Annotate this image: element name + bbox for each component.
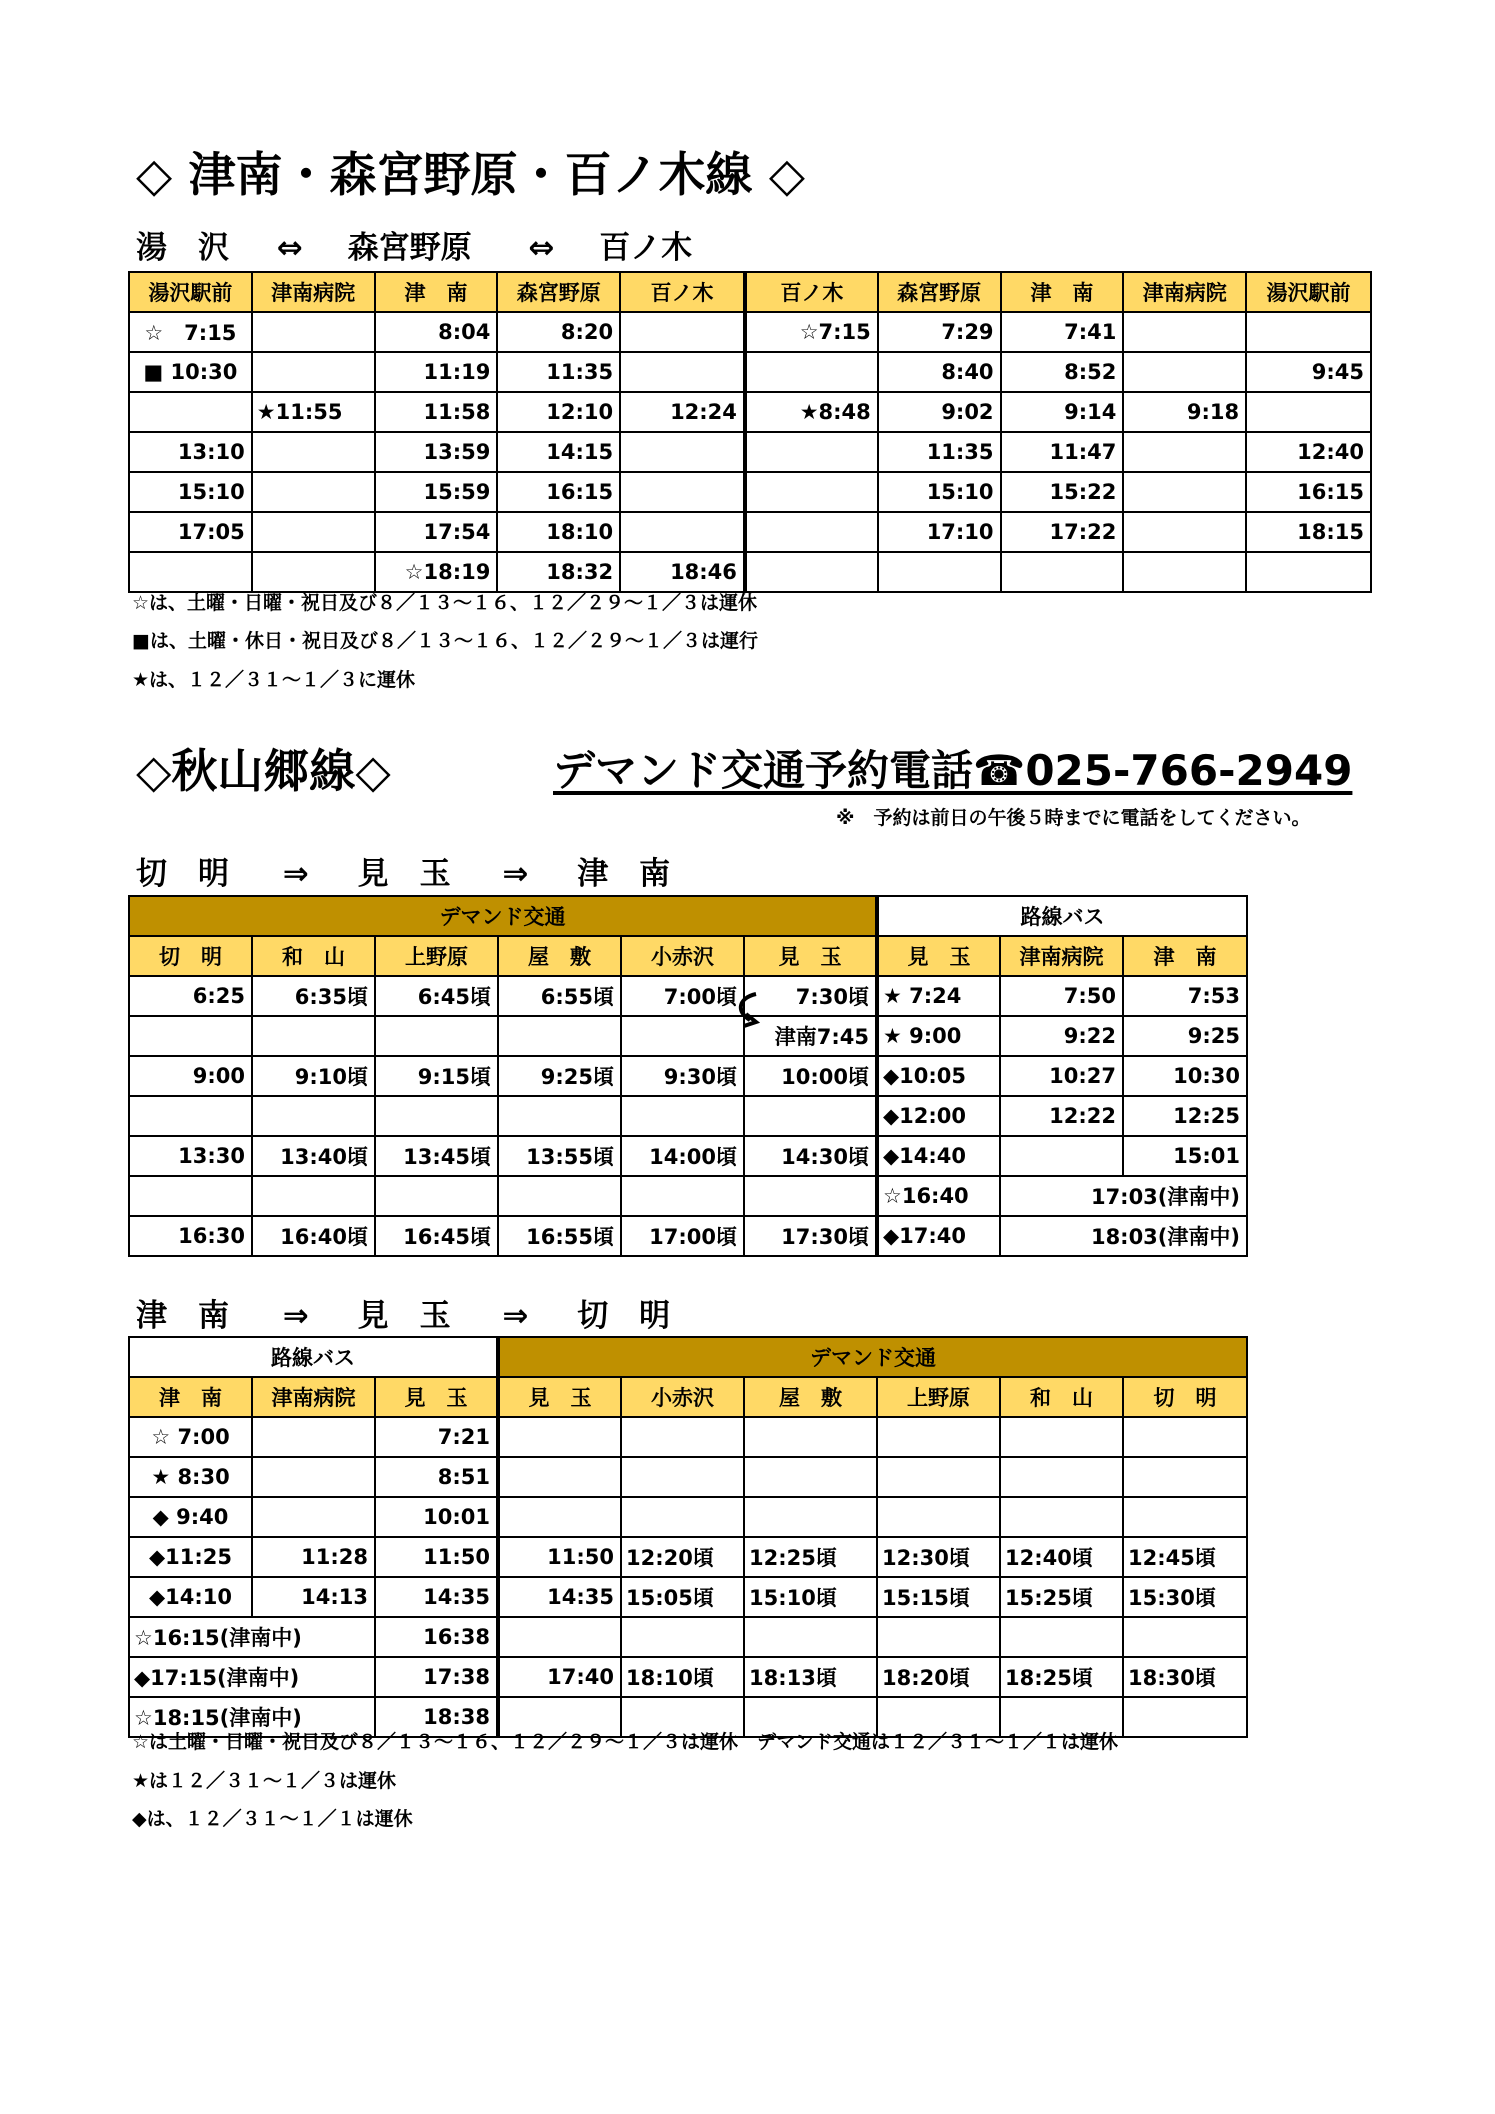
column-header: 津南病院 <box>1000 936 1123 976</box>
column-header: 小赤沢 <box>621 1377 744 1417</box>
table-cell: ☆16:15(津南中) <box>129 1617 375 1657</box>
table-cell <box>1123 312 1246 352</box>
table-cell: 18:10 <box>497 512 620 552</box>
table-cell: 9:45 <box>1246 352 1371 392</box>
table-cell <box>1123 1617 1247 1657</box>
table-cell: 8:40 <box>878 352 1001 392</box>
table-cell: 12:22 <box>1000 1096 1123 1136</box>
table-cell: 16:45頃 <box>375 1216 498 1256</box>
header-row <box>129 272 1371 312</box>
table-cell <box>620 512 745 552</box>
table-cell: 9:15頃 <box>375 1056 498 1096</box>
table-row <box>129 1457 1247 1497</box>
table-cell: 7:21 <box>375 1417 498 1457</box>
table-cell <box>129 552 252 592</box>
table-cell: 6:45頃 <box>375 976 498 1016</box>
table-cell: ◆ 9:40 <box>129 1497 252 1537</box>
table-row <box>129 1577 1247 1617</box>
column-header: 小赤沢 <box>621 936 744 976</box>
table-cell <box>620 352 745 392</box>
table-row <box>129 976 1247 1016</box>
table-cell: 18:38 <box>375 1697 498 1737</box>
table-cell <box>498 1497 621 1537</box>
table-cell: 9:25頃 <box>498 1056 621 1096</box>
route-stop: 見 玉 <box>357 856 451 892</box>
column-header: 湯沢駅前 <box>1246 272 1371 312</box>
table-cell: 11:50 <box>375 1537 498 1577</box>
table-cell: 14:35 <box>375 1577 498 1617</box>
table-cell <box>745 432 878 472</box>
table-cell: 17:38 <box>375 1657 498 1697</box>
column-header: 切 明 <box>129 936 252 976</box>
table-cell: 18:03(津南中) <box>1000 1216 1247 1256</box>
table-cell <box>1123 1497 1247 1537</box>
table-cell <box>252 552 375 592</box>
table-cell <box>745 352 878 392</box>
table-cell: 15:30頃 <box>1123 1577 1247 1617</box>
demand-phone: デマンド交通予約電話☎025-766-2949 <box>553 746 1353 795</box>
table-cell: 7:50 <box>1000 976 1123 1016</box>
table-cell <box>252 1457 375 1497</box>
column-header: 津南病院 <box>252 272 375 312</box>
table-cell: 16:15 <box>1246 472 1371 512</box>
route-arrow: ⇒ <box>282 1298 309 1334</box>
table-cell <box>1123 472 1246 512</box>
table-cell <box>744 1176 877 1216</box>
note-3: ★は、１２／３１～１／３に運休 <box>132 669 416 691</box>
table-cell <box>621 1176 744 1216</box>
column-header: 見 玉 <box>877 936 1000 976</box>
table-cell <box>1000 1136 1123 1176</box>
column-header: 津 南 <box>375 272 498 312</box>
table-cell: 12:30頃 <box>877 1537 1000 1577</box>
table-cell: 15:10頃 <box>744 1577 877 1617</box>
column-header: 見 玉 <box>375 1377 498 1417</box>
table-cell <box>1123 512 1246 552</box>
route-stop: 見 玉 <box>357 1298 451 1334</box>
column-header: 切 明 <box>1123 1377 1247 1417</box>
table-cell: 8:04 <box>375 312 498 352</box>
table-cell: 17:54 <box>375 512 498 552</box>
table-cell: ☆ 7:15 <box>129 312 252 352</box>
table-cell <box>498 1096 621 1136</box>
table-cell <box>1000 1497 1123 1537</box>
table-cell: ☆7:15 <box>745 312 878 352</box>
table-row <box>129 1056 1247 1096</box>
table-row <box>129 1176 1247 1216</box>
table-cell: 13:59 <box>375 432 498 472</box>
table-cell: ★ 9:00 <box>877 1016 1000 1056</box>
table-cell <box>252 512 375 552</box>
table-cell: 15:05頃 <box>621 1577 744 1617</box>
table-cell: ☆18:19 <box>375 552 498 592</box>
table-cell: 12:20頃 <box>621 1537 744 1577</box>
table-cell <box>498 1016 621 1056</box>
table-cell: 13:30 <box>129 1136 252 1176</box>
table-cell: 18:25頃 <box>1000 1657 1123 1697</box>
table-row <box>129 1617 1247 1657</box>
table-row <box>129 1016 1247 1056</box>
table-cell: ■ 10:30 <box>129 352 252 392</box>
table-cell: 15:01 <box>1123 1136 1247 1176</box>
table-cell: 12:45頃 <box>1123 1537 1247 1577</box>
table-cell: 14:15 <box>497 432 620 472</box>
table-cell <box>744 1497 877 1537</box>
table-cell: ◆11:25 <box>129 1537 252 1577</box>
table-cell: 12:10 <box>497 392 620 432</box>
table-cell: 15:25頃 <box>1000 1577 1123 1617</box>
table-cell: 15:22 <box>1001 472 1124 512</box>
table-cell: 18:13頃 <box>744 1657 877 1697</box>
table-cell: 15:10 <box>878 472 1001 512</box>
note-2: ■は、土曜・休日・祝日及び８／１３～１６、１２／２９～１／３は運行 <box>132 630 758 652</box>
table-cell: 15:10 <box>129 472 252 512</box>
note-6: ◆は、１２／３１～１／１は運休 <box>132 1808 413 1830</box>
column-header: 上野原 <box>375 936 498 976</box>
route-stop: 湯 沢 <box>136 230 229 266</box>
table-cell <box>252 432 375 472</box>
table-cell: 12:25頃 <box>744 1537 877 1577</box>
table-row <box>129 1216 1247 1256</box>
table-cell <box>877 1497 1000 1537</box>
table-row <box>129 432 1371 472</box>
table-cell: ★11:55 <box>252 392 375 432</box>
column-header: 百ノ木 <box>745 272 878 312</box>
column-header: 津 南 <box>129 1377 252 1417</box>
table-row <box>129 352 1371 392</box>
table-cell: 17:05 <box>129 512 252 552</box>
table-cell: 7:00頃 <box>621 976 744 1016</box>
table-cell: 14:30頃 <box>744 1136 877 1176</box>
akiyama-title: ◇秋山郷線◇ <box>136 744 391 798</box>
header-row <box>129 1377 1247 1417</box>
table-cell <box>1123 1457 1247 1497</box>
table-cell: 8:51 <box>375 1457 498 1497</box>
table-cell <box>1246 312 1371 352</box>
table-cell: 6:25 <box>129 976 252 1016</box>
table-cell <box>1123 1417 1247 1457</box>
table-cell: 18:10頃 <box>621 1657 744 1697</box>
table-cell: ◆17:15(津南中) <box>129 1657 375 1697</box>
table-row <box>129 1417 1247 1457</box>
table-cell: 18:15 <box>1246 512 1371 552</box>
table-cell: 18:20頃 <box>877 1657 1000 1697</box>
curved-arrow-icon <box>732 990 766 1030</box>
demand-band-label: デマンド交通 <box>129 896 877 936</box>
table-cell <box>252 312 375 352</box>
table-cell <box>129 1096 252 1136</box>
table-cell: 18:30頃 <box>1123 1657 1247 1697</box>
table-cell: 15:59 <box>375 472 498 512</box>
table-cell: 15:15頃 <box>877 1577 1000 1617</box>
route-heading-3 <box>136 1290 670 1335</box>
table-cell: 12:24 <box>620 392 745 432</box>
route-arrow: ⇔ <box>528 230 555 266</box>
route-arrow: ⇒ <box>502 856 529 892</box>
tsunan-kirake-timetable <box>128 1336 1248 1738</box>
band-row <box>129 896 1247 936</box>
table-cell <box>1001 552 1124 592</box>
table-cell <box>129 1176 252 1216</box>
table-row <box>129 1537 1247 1577</box>
bus-band-label: 路線バス <box>129 1337 498 1377</box>
table-cell: 14:13 <box>252 1577 375 1617</box>
table-cell: 17:10 <box>878 512 1001 552</box>
table-cell: 17:22 <box>1001 512 1124 552</box>
table-cell: 12:25 <box>1123 1096 1247 1136</box>
table-cell <box>745 472 878 512</box>
table-cell: 17:00頃 <box>621 1216 744 1256</box>
table-cell: 9:00 <box>129 1056 252 1096</box>
table-cell <box>744 1417 877 1457</box>
table-cell <box>375 1016 498 1056</box>
header-row <box>129 936 1247 976</box>
table-cell: 11:35 <box>497 352 620 392</box>
table-cell: 16:30 <box>129 1216 252 1256</box>
table-cell <box>621 1096 744 1136</box>
table-cell <box>620 312 745 352</box>
column-header: 和 山 <box>252 936 375 976</box>
table-cell: 8:52 <box>1001 352 1124 392</box>
table-cell: 9:14 <box>1001 392 1124 432</box>
table-cell <box>745 512 878 552</box>
table-cell: 16:15 <box>497 472 620 512</box>
table-cell: 11:35 <box>878 432 1001 472</box>
column-header: 森宮野原 <box>497 272 620 312</box>
table-cell: 7:53 <box>1123 976 1247 1016</box>
table-cell: 13:55頃 <box>498 1136 621 1176</box>
route-arrow: ⇔ <box>276 230 303 266</box>
table-cell <box>252 1096 375 1136</box>
table-cell <box>744 1457 877 1497</box>
kirake-tsunan-timetable <box>128 895 1248 1257</box>
table-cell: 10:30 <box>1123 1056 1247 1096</box>
column-header: 百ノ木 <box>620 272 745 312</box>
table-cell <box>252 472 375 512</box>
table-cell: 14:00頃 <box>621 1136 744 1176</box>
table-cell <box>1246 552 1371 592</box>
table-cell: 10:00頃 <box>744 1056 877 1096</box>
table-cell: ☆ 7:00 <box>129 1417 252 1457</box>
column-header: 見 玉 <box>498 1377 621 1417</box>
table-cell: 9:25 <box>1123 1016 1247 1056</box>
table-cell: 11:19 <box>375 352 498 392</box>
route-stop: 切 明 <box>577 1298 671 1334</box>
table-cell: ◆10:05 <box>877 1056 1000 1096</box>
table-cell: ★8:48 <box>745 392 878 432</box>
table-cell: 8:20 <box>497 312 620 352</box>
note-5: ★は１２／３１～１／３は運休 <box>132 1770 397 1792</box>
table-cell <box>129 1016 252 1056</box>
route-stop: 森宮野原 <box>347 230 472 266</box>
table-cell: 11:28 <box>252 1537 375 1577</box>
table-cell: 7:29 <box>878 312 1001 352</box>
table-cell: 11:47 <box>1001 432 1124 472</box>
table-row <box>129 472 1371 512</box>
table-cell <box>498 1176 621 1216</box>
table-row <box>129 312 1371 352</box>
table-cell: ◆14:10 <box>129 1577 252 1617</box>
column-header: 見 玉 <box>744 936 877 976</box>
table-row <box>129 512 1371 552</box>
note-1: ☆は、土曜・日曜・祝日及び８／１３～１６、１２／２９～１／３は運休 <box>132 592 758 614</box>
table-cell: 6:55頃 <box>498 976 621 1016</box>
column-header: 森宮野原 <box>878 272 1001 312</box>
column-header: 上野原 <box>877 1377 1000 1417</box>
route-arrow: ⇒ <box>502 1298 529 1334</box>
table-cell <box>621 1016 744 1056</box>
table-cell: 津南7:45 <box>744 1016 877 1056</box>
table-cell: 16:38 <box>375 1617 498 1657</box>
table-cell: 9:18 <box>1123 392 1246 432</box>
table-cell <box>1123 432 1246 472</box>
table-cell <box>621 1417 744 1457</box>
column-header: 津南病院 <box>1123 272 1246 312</box>
route-stop: 津 南 <box>136 1298 229 1334</box>
bus-band-label: 路線バス <box>877 896 1247 936</box>
table-row <box>129 1657 1247 1697</box>
table-cell <box>129 392 252 432</box>
table-cell <box>621 1617 744 1657</box>
table-cell <box>877 1617 1000 1657</box>
column-header: 津 南 <box>1123 936 1247 976</box>
table-row <box>129 1096 1247 1136</box>
table-cell: 11:58 <box>375 392 498 432</box>
table-cell <box>1000 1617 1123 1657</box>
demand-band-label: デマンド交通 <box>498 1337 1247 1377</box>
table-cell <box>498 1617 621 1657</box>
table-cell: 7:30頃 <box>744 976 877 1016</box>
table-cell: ◆12:00 <box>877 1096 1000 1136</box>
table-cell: 11:50 <box>498 1537 621 1577</box>
column-header: 津南病院 <box>252 1377 375 1417</box>
table-cell <box>1123 352 1246 392</box>
table-cell <box>878 552 1001 592</box>
table-cell <box>498 1417 621 1457</box>
table-cell: 17:40 <box>498 1657 621 1697</box>
table-cell: 9:22 <box>1000 1016 1123 1056</box>
table-cell: 16:40頃 <box>252 1216 375 1256</box>
table-cell: 13:10 <box>129 432 252 472</box>
note-4: ☆は土曜・日曜・祝日及び８／１３～１６、１２／２９～１／３は運休 デマンド交通は１２／３１～１／１は運休 <box>132 1731 1119 1753</box>
column-header: 屋 敷 <box>498 936 621 976</box>
table-cell: 9:30頃 <box>621 1056 744 1096</box>
table-cell <box>877 1457 1000 1497</box>
route-arrow: ⇒ <box>282 856 309 892</box>
table-cell <box>877 1417 1000 1457</box>
table-cell <box>252 1016 375 1056</box>
table-row <box>129 552 1371 592</box>
table-cell: 7:41 <box>1001 312 1124 352</box>
table-cell: 17:03(津南中) <box>1000 1176 1247 1216</box>
table-cell: ★ 7:24 <box>877 976 1000 1016</box>
column-header: 和 山 <box>1000 1377 1123 1417</box>
table-cell <box>1000 1417 1123 1457</box>
table-cell: 9:02 <box>878 392 1001 432</box>
table-cell <box>621 1497 744 1537</box>
table-cell <box>1123 552 1246 592</box>
table-cell <box>252 1417 375 1457</box>
page-title: ◇ 津南・森宮野原・百ノ木線 ◇ <box>136 148 806 203</box>
table-cell <box>745 552 878 592</box>
table-cell <box>744 1096 877 1136</box>
demand-note: ※ 予約は前日の午後５時までに電話をしてください。 <box>836 807 1311 829</box>
column-header: 屋 敷 <box>744 1377 877 1417</box>
table-cell: ◆17:40 <box>877 1216 1000 1256</box>
table-cell <box>1000 1457 1123 1497</box>
table-cell: ◆14:40 <box>877 1136 1000 1176</box>
table-row <box>129 392 1371 432</box>
table-cell: 16:55頃 <box>498 1216 621 1256</box>
table-cell: ☆16:40 <box>877 1176 1000 1216</box>
table-cell: 9:10頃 <box>252 1056 375 1096</box>
table-cell <box>744 1617 877 1657</box>
table-cell <box>252 1497 375 1537</box>
table-cell: 18:46 <box>620 552 745 592</box>
table-cell: 10:01 <box>375 1497 498 1537</box>
table-row <box>129 1136 1247 1176</box>
route-heading-2 <box>136 848 670 893</box>
table-cell: 17:30頃 <box>744 1216 877 1256</box>
table-cell: 18:32 <box>497 552 620 592</box>
table-cell: 12:40頃 <box>1000 1537 1123 1577</box>
route-stop: 切 明 <box>136 856 229 892</box>
table-cell <box>498 1457 621 1497</box>
table-cell <box>1123 1697 1247 1737</box>
table-row <box>129 1497 1247 1537</box>
table-cell: 12:40 <box>1246 432 1371 472</box>
table-cell <box>620 472 745 512</box>
table-cell <box>1246 392 1371 432</box>
table-cell: 13:45頃 <box>375 1136 498 1176</box>
table-cell: ☆18:15(津南中) <box>129 1697 375 1737</box>
table-cell <box>252 352 375 392</box>
table-cell: 14:35 <box>498 1577 621 1617</box>
route-stop: 百ノ木 <box>599 230 693 266</box>
column-header: 津 南 <box>1001 272 1124 312</box>
column-header: 湯沢駅前 <box>129 272 252 312</box>
yuzawa-timetable <box>128 271 1372 593</box>
table-cell: 10:27 <box>1000 1056 1123 1096</box>
table-cell <box>620 432 745 472</box>
table-cell: 13:40頃 <box>252 1136 375 1176</box>
table-cell <box>375 1176 498 1216</box>
table-cell <box>252 1176 375 1216</box>
table-cell <box>375 1096 498 1136</box>
table-cell: ★ 8:30 <box>129 1457 252 1497</box>
route-stop: 津 南 <box>577 856 671 892</box>
table-cell: 6:35頃 <box>252 976 375 1016</box>
route-heading-1 <box>136 222 692 267</box>
band-row <box>129 1337 1247 1377</box>
table-cell <box>621 1457 744 1497</box>
